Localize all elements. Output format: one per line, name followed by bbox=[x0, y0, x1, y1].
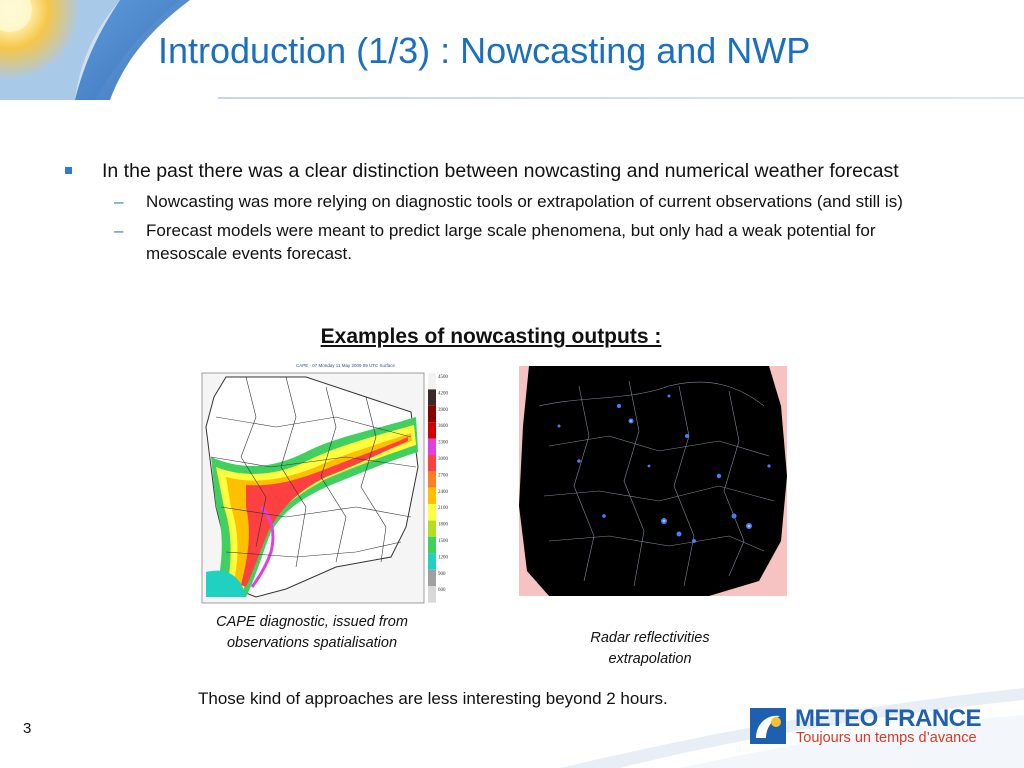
examples-heading: Examples of nowcasting outputs : bbox=[320, 325, 662, 348]
legend-label: 900 bbox=[438, 571, 446, 577]
legend-swatch bbox=[428, 471, 436, 487]
meteo-france-logo-icon bbox=[750, 708, 786, 744]
legend-swatch bbox=[428, 455, 436, 471]
legend-swatch bbox=[428, 389, 436, 405]
legend-label: 2100 bbox=[438, 506, 448, 512]
legend-label: 1800 bbox=[438, 522, 448, 528]
sub-bullet-item bbox=[62, 219, 946, 265]
legend-label: 2700 bbox=[438, 473, 448, 479]
legend-swatch bbox=[428, 521, 436, 537]
radar-caption: Radar reflectivities extrapolation bbox=[590, 630, 710, 667]
legend-label: 3300 bbox=[438, 440, 448, 446]
legend-swatch bbox=[428, 570, 436, 586]
legend-swatch bbox=[428, 537, 436, 553]
legend-swatch bbox=[428, 439, 436, 455]
legend-label: 1500 bbox=[438, 539, 448, 544]
bullet-square-icon bbox=[65, 167, 72, 174]
legend-label: 3000 bbox=[438, 457, 448, 462]
dash-marker: – bbox=[114, 221, 124, 240]
conclusion-text: Those kind of approaches are less interesting beyond 2 hours. bbox=[198, 689, 668, 708]
legend-label: 3600 bbox=[438, 424, 448, 430]
legend-label: 1200 bbox=[438, 555, 448, 561]
legend-swatch bbox=[428, 504, 436, 520]
cape-map-header: CAPE · 07 Monday 11 May 2009 09 UTC Surface bbox=[296, 363, 395, 368]
legend-label: 4200 bbox=[438, 391, 448, 397]
slide-title: Introduction (1/3) : Nowcasting and NWP bbox=[158, 30, 811, 71]
sub-bullet-item bbox=[62, 190, 946, 213]
legend-swatch bbox=[428, 586, 436, 602]
bullet-item bbox=[62, 158, 962, 184]
legend-label: 2400 bbox=[438, 489, 448, 495]
cape-caption: CAPE diagnostic, issued from observations spatialisation bbox=[216, 614, 408, 651]
legend-swatch bbox=[428, 488, 436, 504]
title-divider bbox=[218, 97, 1024, 99]
sub-bullet-text: Forecast models were meant to predict large scale phenomena, but only had a weak potential for mesoscale events forecast. bbox=[146, 221, 876, 263]
bullet-text: In the past there was a clear distinction between nowcasting and numerical weather forecast bbox=[102, 160, 899, 182]
legend-swatch bbox=[428, 422, 436, 438]
legend-label: 600 bbox=[438, 588, 446, 594]
legend-swatch bbox=[428, 373, 436, 389]
sub-bullet-text: Nowcasting was more relying on diagnostic tools or extrapolation of current observations (and still is) bbox=[146, 192, 903, 211]
cape-diagnostic-map bbox=[186, 357, 454, 609]
legend-label: 4500 bbox=[438, 375, 448, 380]
legend-swatch bbox=[428, 553, 436, 569]
bullet-list bbox=[62, 158, 962, 265]
brand-tagline: Toujours un temps d’avance bbox=[796, 730, 977, 746]
legend-label: 3900 bbox=[438, 407, 448, 413]
radar-reflectivity-map bbox=[519, 366, 787, 596]
page-number: 3 bbox=[23, 720, 32, 737]
dash-marker: – bbox=[114, 192, 124, 211]
legend-swatch bbox=[428, 406, 436, 422]
brand-name: METEO FRANCE bbox=[795, 705, 981, 732]
